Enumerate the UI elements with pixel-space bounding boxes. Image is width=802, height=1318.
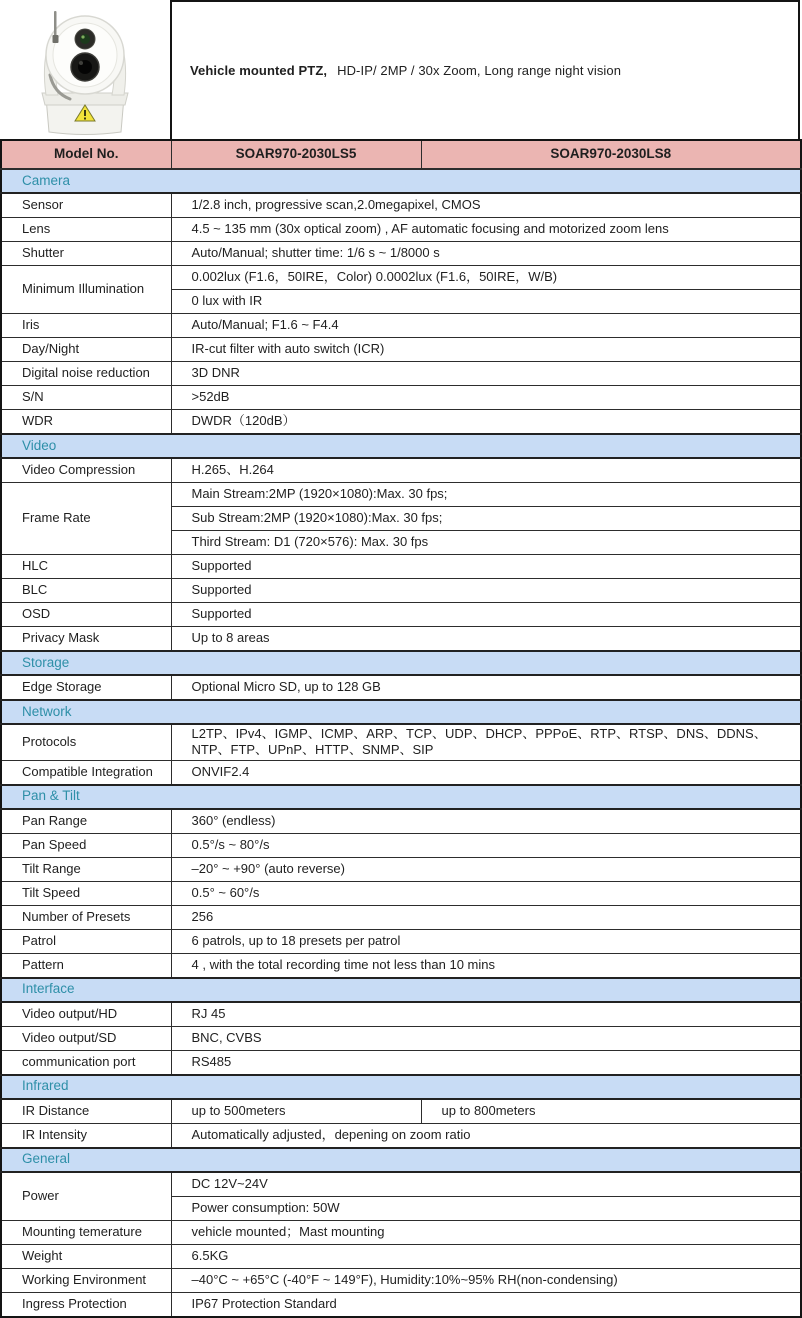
spec-value: >52dB (171, 386, 801, 410)
section-row-infrared (1, 1075, 801, 1099)
spec-value: 0.5°/s ~ 80°/s (171, 833, 801, 857)
spec-value: 360° (endless) (171, 809, 801, 834)
spec-label: Digital noise reduction (1, 362, 171, 386)
spec-value: Automatically adjusted，depening on zoom ratio (171, 1123, 801, 1148)
spec-value: vehicle mounted；Mast mounting (171, 1220, 801, 1244)
spec-row (1, 833, 801, 857)
product-photo (0, 0, 170, 139)
section-title-storage: Storage (1, 651, 801, 675)
spec-row (1, 362, 801, 386)
spec-row (1, 218, 801, 242)
spec-value: 256 (171, 905, 801, 929)
spec-value: 6 patrols, up to 18 presets per patrol (171, 929, 801, 953)
spec-label: Mounting temerature (1, 1220, 171, 1244)
spec-value: Up to 8 areas (171, 627, 801, 652)
section-title-infrared: Infrared (1, 1075, 801, 1099)
model-value-1: SOAR970-2030LS5 (171, 140, 421, 169)
spec-row (1, 1050, 801, 1075)
spec-value: L2TP、IPv4、IGMP、ICMP、ARP、TCP、UDP、DHCP、PPPoE、RTP、RTSP、DNS、DDNS、NTP、FTP、UPnP、HTTP、SNMP、SIP (171, 724, 801, 760)
spec-row (1, 1123, 801, 1148)
spec-label: Pattern (1, 953, 171, 978)
spec-label: Sensor (1, 193, 171, 218)
section-row-camera (1, 169, 801, 193)
spec-label: Working Environment (1, 1268, 171, 1292)
spec-value: Power consumption: 50W (171, 1196, 801, 1220)
spec-label: Shutter (1, 242, 171, 266)
spec-label: Privacy Mask (1, 627, 171, 652)
spec-row (1, 857, 801, 881)
spec-row (1, 1002, 801, 1027)
spec-row (1, 579, 801, 603)
spec-value: IR-cut filter with auto switch (ICR) (171, 338, 801, 362)
spec-label: Day/Night (1, 338, 171, 362)
spec-value: IP67 Protection Standard (171, 1292, 801, 1317)
section-title-pan-tilt: Pan & Tilt (1, 785, 801, 809)
spec-value: RS485 (171, 1050, 801, 1075)
spec-table-body (1, 140, 801, 1317)
spec-value: H.265、H.264 (171, 458, 801, 483)
spec-value: 0.5° ~ 60°/s (171, 881, 801, 905)
spec-value: Third Stream: D1 (720×576): Max. 30 fps (171, 531, 801, 555)
spec-label: Power (1, 1172, 171, 1221)
spec-row (1, 266, 801, 290)
spec-label: Iris (1, 314, 171, 338)
spec-row (1, 193, 801, 218)
section-row-interface (1, 978, 801, 1002)
spec-label: Patrol (1, 929, 171, 953)
spec-label: BLC (1, 579, 171, 603)
spec-value: Sub Stream:2MP (1920×1080):Max. 30 fps; (171, 507, 801, 531)
spec-value: DC 12V~24V (171, 1172, 801, 1197)
section-row-network (1, 700, 801, 724)
spec-row (1, 675, 801, 700)
spec-row (1, 386, 801, 410)
spec-value: Optional Micro SD, up to 128 GB (171, 675, 801, 700)
spec-value: 0.002lux (F1.6，50IRE，Color) 0.0002lux (F1.6，50IRE，W/B) (171, 266, 801, 290)
header-block (0, 0, 800, 139)
section-title-video: Video (1, 434, 801, 458)
spec-label: Minimum Illumination (1, 266, 171, 314)
spec-value: 4 , with the total recording time not less than 10 mins (171, 953, 801, 978)
spec-row (1, 1220, 801, 1244)
spec-row (1, 1292, 801, 1317)
spec-value: Supported (171, 579, 801, 603)
spec-value: BNC, CVBS (171, 1026, 801, 1050)
spec-label: IR Distance (1, 1099, 171, 1124)
spec-label: IR Intensity (1, 1123, 171, 1148)
spec-label: Compatible Integration (1, 760, 171, 785)
spec-label: Pan Speed (1, 833, 171, 857)
spec-label: Video output/HD (1, 1002, 171, 1027)
model-row (1, 140, 801, 169)
spec-label: WDR (1, 410, 171, 435)
spec-label: Video Compression (1, 458, 171, 483)
spec-row (1, 809, 801, 834)
spec-label: communication port (1, 1050, 171, 1075)
section-row-pan-tilt (1, 785, 801, 809)
spec-label: Number of Presets (1, 905, 171, 929)
spec-row (1, 760, 801, 785)
spec-label: Edge Storage (1, 675, 171, 700)
ptz-camera-image (12, 5, 158, 135)
spec-value: RJ 45 (171, 1002, 801, 1027)
spec-value: 1/2.8 inch, progressive scan,2.0megapixel, CMOS (171, 193, 801, 218)
spec-table (0, 139, 802, 1318)
spec-label: Ingress Protection (1, 1292, 171, 1317)
spec-value: Supported (171, 603, 801, 627)
section-row-video (1, 434, 801, 458)
spec-value: Auto/Manual; shutter time: 1/6 s ~ 1/8000 s (171, 242, 801, 266)
spec-label: Pan Range (1, 809, 171, 834)
spec-value: 0 lux with IR (171, 290, 801, 314)
model-label: Model No. (1, 140, 171, 169)
spec-row (1, 410, 801, 435)
section-title-camera: Camera (1, 169, 801, 193)
spec-row (1, 338, 801, 362)
spec-row (1, 1172, 801, 1197)
spec-label: Tilt Speed (1, 881, 171, 905)
spec-label: Weight (1, 1244, 171, 1268)
spec-row (1, 242, 801, 266)
spec-row (1, 1026, 801, 1050)
spec-value: DWDR（120dB） (171, 410, 801, 435)
spec-label: Video output/SD (1, 1026, 171, 1050)
spec-row (1, 1268, 801, 1292)
spec-row (1, 555, 801, 579)
spec-row (1, 1244, 801, 1268)
spec-value: –20° ~ +90° (auto reverse) (171, 857, 801, 881)
product-title-bold: Vehicle mounted PTZ, (190, 63, 328, 78)
spec-value: Supported (171, 555, 801, 579)
section-row-general (1, 1148, 801, 1172)
spec-row (1, 483, 801, 507)
spec-row (1, 953, 801, 978)
spec-label: OSD (1, 603, 171, 627)
spec-row (1, 314, 801, 338)
spec-row (1, 881, 801, 905)
spec-label: Tilt Range (1, 857, 171, 881)
spec-row (1, 627, 801, 652)
spec-label: Protocols (1, 724, 171, 760)
section-row-storage (1, 651, 801, 675)
spec-label: HLC (1, 555, 171, 579)
spec-value: 6.5KG (171, 1244, 801, 1268)
spec-value: Main Stream:2MP (1920×1080):Max. 30 fps; (171, 483, 801, 507)
spec-row (1, 603, 801, 627)
spec-row (1, 905, 801, 929)
spec-value: –40°C ~ +65°C (-40°F ~ 149°F), Humidity:10%~95% RH(non-condensing) (171, 1268, 801, 1292)
spec-value: Auto/Manual; F1.6 ~ F4.4 (171, 314, 801, 338)
spec-row (1, 724, 801, 760)
spec-value: ONVIF2.4 (171, 760, 801, 785)
section-title-general: General (1, 1148, 801, 1172)
spec-value: 4.5 ~ 135 mm (30x optical zoom) , AF automatic focusing and motorized zoom lens (171, 218, 801, 242)
spec-label: S/N (1, 386, 171, 410)
model-value-2: SOAR970-2030LS8 (421, 140, 801, 169)
product-title-rest: HD-IP/ 2MP / 30x Zoom, Long range night vision (337, 63, 622, 78)
spec-label: Frame Rate (1, 483, 171, 555)
spec-value: up to 500meters (171, 1099, 421, 1124)
spec-value: up to 800meters (421, 1099, 801, 1124)
spec-row (1, 929, 801, 953)
product-title (170, 0, 800, 139)
spec-value: 3D DNR (171, 362, 801, 386)
spec-label: Lens (1, 218, 171, 242)
spec-row (1, 458, 801, 483)
spec-row (1, 1099, 801, 1124)
section-title-interface: Interface (1, 978, 801, 1002)
section-title-network: Network (1, 700, 801, 724)
